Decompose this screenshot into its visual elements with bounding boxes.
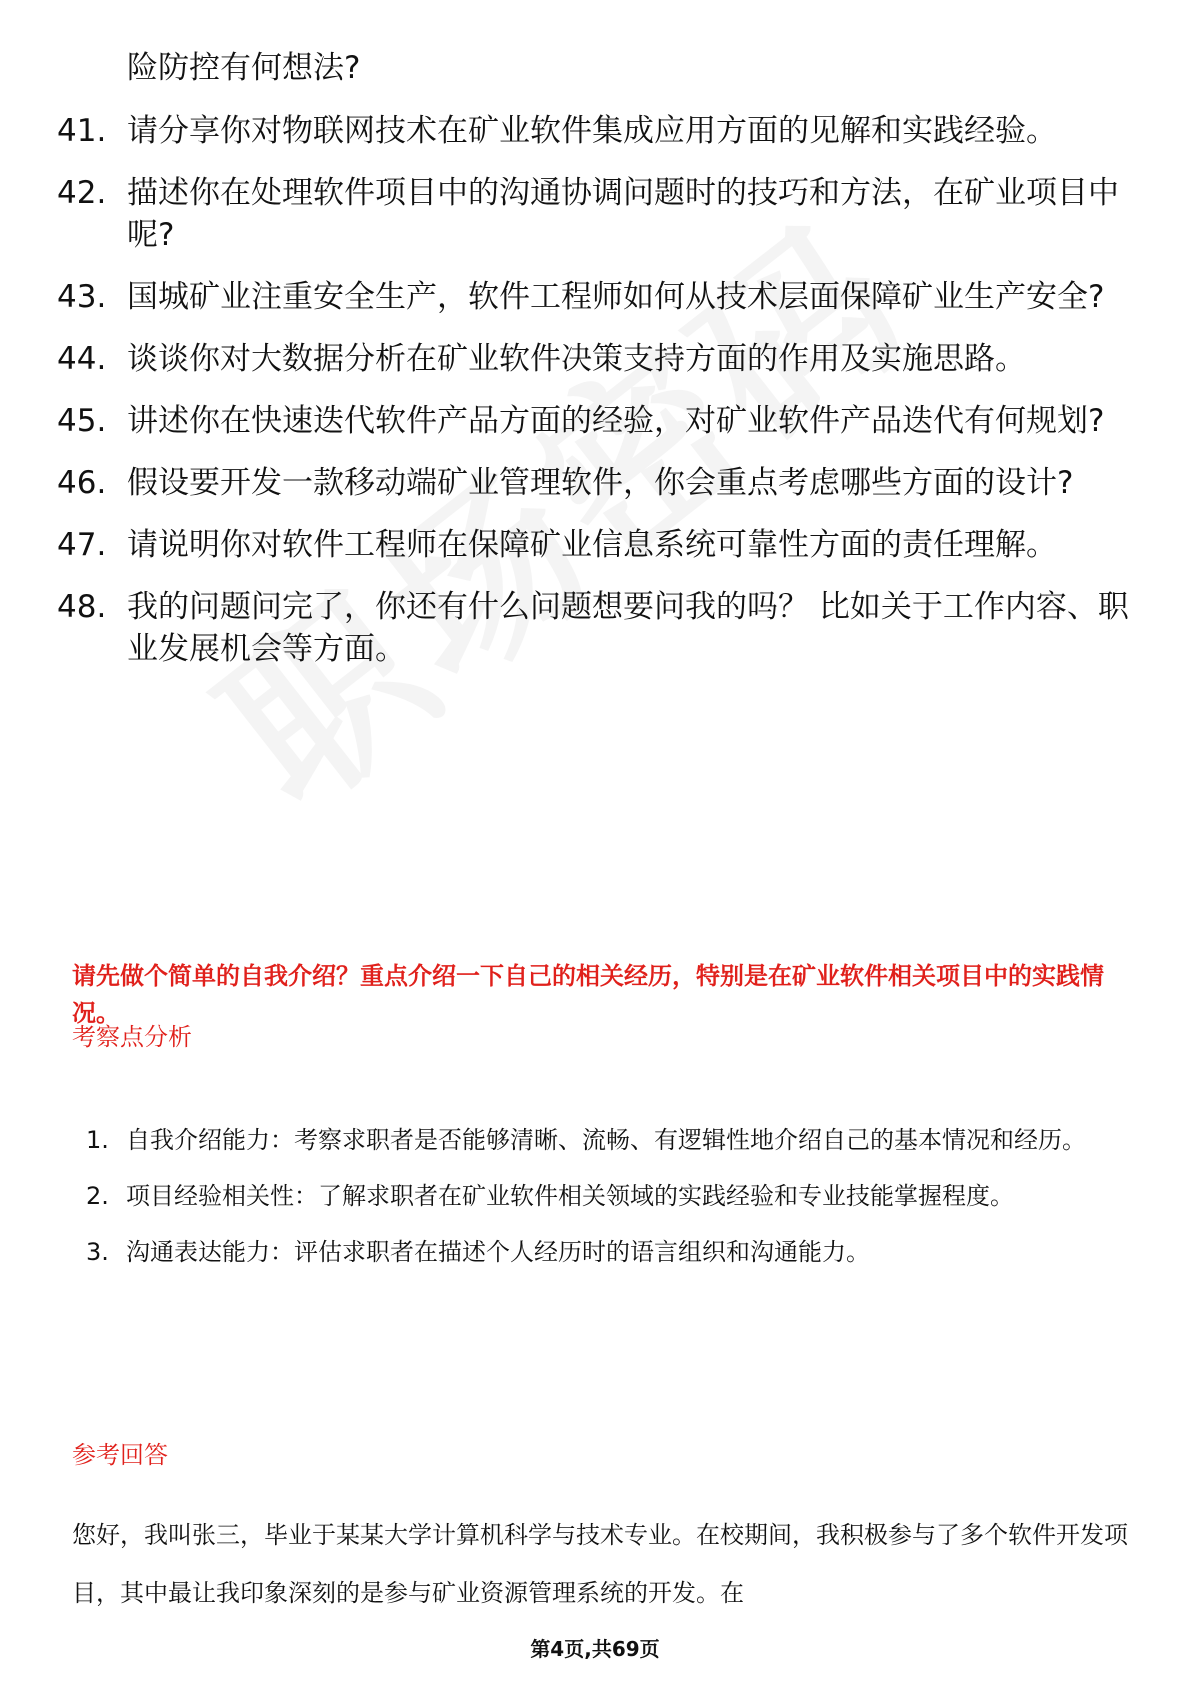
question-text: 讲述你在快速迭代软件产品方面的经验，对矿业软件产品迭代有何规划? bbox=[127, 403, 1105, 439]
question-list bbox=[57, 110, 1137, 690]
question-text: 我的问题问完了，你还有什么问题想要问我的吗？ 比如关于工作内容、职业发展机会等方面。 bbox=[127, 589, 1129, 667]
question-item bbox=[57, 110, 1137, 152]
question-item bbox=[57, 400, 1137, 442]
analysis-point bbox=[86, 1224, 1126, 1280]
analysis-point-text: 沟通表达能力：评估求职者在描述个人经历时的语言组织和沟通能力。 bbox=[126, 1238, 870, 1266]
question-item bbox=[57, 172, 1137, 256]
question-text: 国城矿业注重安全生产，软件工程师如何从技术层面保障矿业生产安全? bbox=[127, 279, 1105, 315]
question-item bbox=[57, 586, 1137, 670]
question-number: 47. bbox=[57, 527, 107, 563]
analysis-point-text: 项目经验相关性：了解求职者在矿业软件相关领域的实践经验和专业技能掌握程度。 bbox=[126, 1182, 1014, 1210]
analysis-point-list bbox=[86, 1112, 1126, 1280]
analysis-point-number: 2. bbox=[86, 1182, 109, 1210]
question-number: 42. bbox=[57, 175, 107, 211]
analysis-point bbox=[86, 1112, 1126, 1168]
question-text: 描述你在处理软件项目中的沟通协调问题时的技巧和方法，在矿业项目中呢? bbox=[127, 175, 1119, 253]
question-number: 46. bbox=[57, 465, 107, 501]
question-number: 45. bbox=[57, 403, 107, 439]
question-item bbox=[57, 338, 1137, 380]
analysis-point-number: 1. bbox=[86, 1126, 109, 1154]
question-item bbox=[57, 524, 1137, 566]
question-number: 41. bbox=[57, 113, 107, 149]
question-item bbox=[57, 462, 1137, 504]
question-text: 假设要开发一款移动端矿业管理软件，你会重点考虑哪些方面的设计? bbox=[127, 465, 1074, 501]
featured-question-heading: 请先做个简单的自我介绍？重点介绍一下自己的相关经历，特别是在矿业软件相关项目中的实践情况。 bbox=[72, 962, 1104, 1027]
question-continuation: 险防控有何想法? bbox=[127, 50, 361, 86]
question-text: 请说明你对软件工程师在保障矿业信息系统可靠性方面的责任理解。 bbox=[127, 527, 1057, 563]
question-number: 48. bbox=[57, 589, 107, 625]
question-item bbox=[57, 276, 1137, 318]
analysis-point-text: 自我介绍能力：考察求职者是否能够清晰、流畅、有逻辑性地介绍自己的基本情况和经历。 bbox=[126, 1126, 1086, 1154]
analysis-section-title: 考察点分析 bbox=[72, 1023, 192, 1051]
reference-answer-text: 您好，我叫张三，毕业于某某大学计算机科学与技术专业。在校期间，我积极参与了多个软件开发项目，其中最让我印象深刻的是参与矿业资源管理系统的开发。在 bbox=[72, 1521, 1128, 1607]
question-number: 43. bbox=[57, 279, 107, 315]
question-number: 44. bbox=[57, 341, 107, 377]
analysis-point bbox=[86, 1168, 1126, 1224]
page-footer: 第4页,共69页 bbox=[530, 1637, 660, 1661]
question-text: 谈谈你对大数据分析在矿业软件决策支持方面的作用及实施思路。 bbox=[127, 341, 1026, 377]
reference-answer-title: 参考回答 bbox=[72, 1441, 168, 1469]
analysis-point-number: 3. bbox=[86, 1238, 109, 1266]
question-text: 请分享你对物联网技术在矿业软件集成应用方面的见解和实践经验。 bbox=[127, 113, 1057, 149]
